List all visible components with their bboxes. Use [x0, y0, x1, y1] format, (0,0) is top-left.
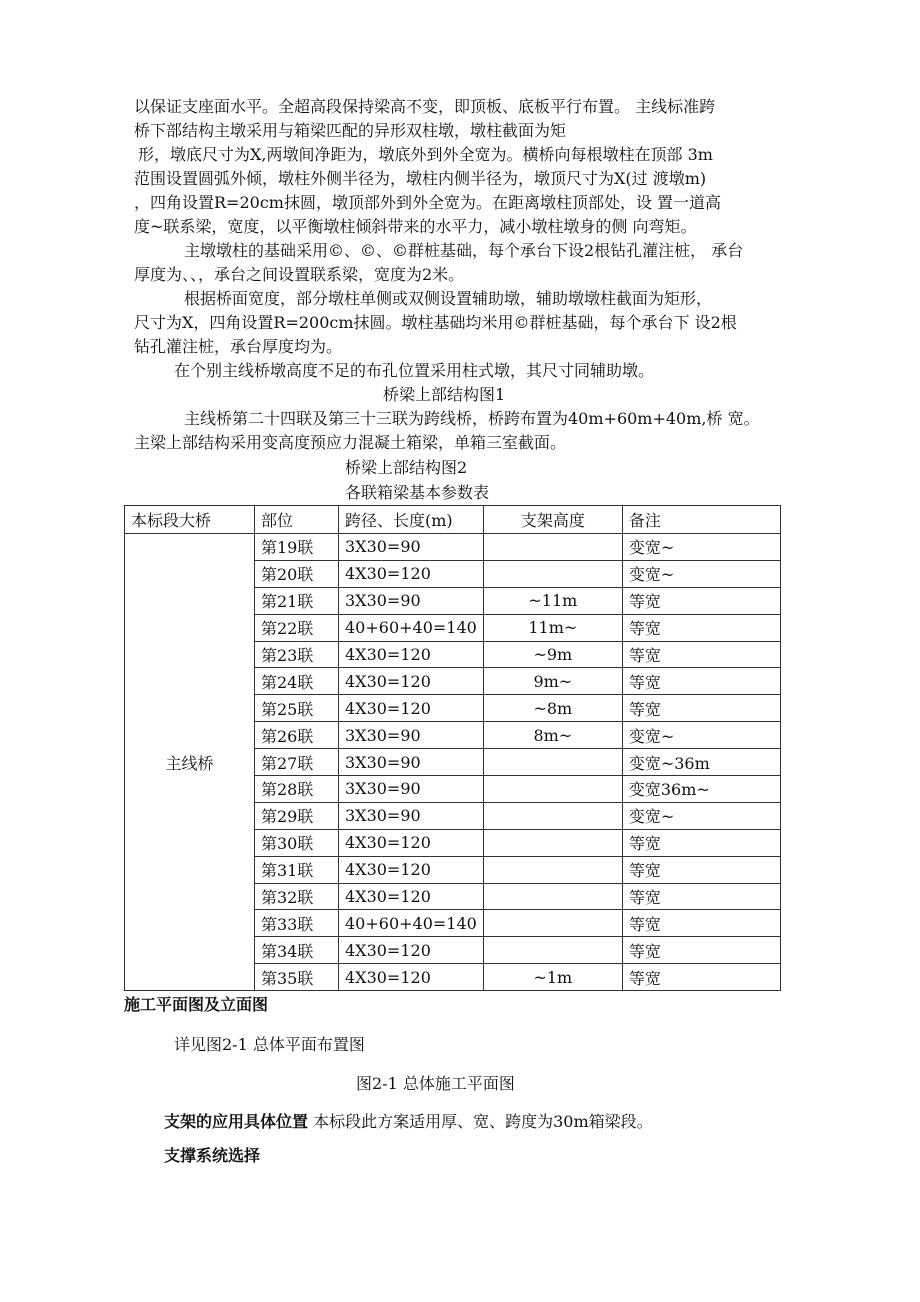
paragraph-line: 尺寸为X，四角设置R=200cm抹圆。墩柱基础均米用©群桩基础，每个承台下 设2根 [134, 313, 737, 332]
part-cell: 第33联 [255, 910, 339, 937]
span-cell: 4X30=120 [339, 964, 484, 991]
height-cell: 11m~ [483, 614, 622, 641]
note-cell: 等宽 [622, 829, 780, 856]
height-cell [483, 856, 622, 883]
note-cell: 等宽 [622, 937, 780, 964]
span-cell: 4X30=120 [339, 641, 484, 668]
part-cell: 第22联 [255, 614, 339, 641]
section-heading-system: 支撑系统选择 [164, 1146, 261, 1165]
figure-caption: 图2-1 总体施工平面图 [356, 1074, 515, 1093]
part-cell: 第20联 [255, 560, 339, 587]
part-cell: 第25联 [255, 695, 339, 722]
height-cell: ~9m [483, 641, 622, 668]
params-table [124, 505, 781, 991]
height-cell [483, 829, 622, 856]
note-cell: 等宽 [622, 587, 780, 614]
height-cell [483, 883, 622, 910]
part-cell: 第30联 [255, 829, 339, 856]
part-cell: 第31联 [255, 856, 339, 883]
span-cell: 40+60+40=140 [339, 614, 484, 641]
span-cell: 4X30=120 [339, 937, 484, 964]
paragraph-line: 主墩墩柱的基础采用©、©、©群桩基础，每个承台下设2根钻孔灌注桩， 承台 [184, 241, 744, 260]
paragraph-line: 厚度为、、，承台之间设置联系梁，宽度为2米。 [134, 265, 465, 284]
span-cell: 3X30=90 [339, 749, 484, 776]
span-cell: 4X30=120 [339, 668, 484, 695]
part-cell: 第27联 [255, 749, 339, 776]
span-cell: 3X30=90 [339, 722, 484, 749]
paragraph-line: 主线桥第二十四联及第三十三联为跨线桥，桥跨布置为40m+60m+40m,桥 宽。 [184, 409, 760, 428]
header-cell: 支架高度 [483, 506, 622, 534]
paragraph-line: 范围设置圆弧外倾，墩柱外侧半径为，墩柱内侧半径为，墩顶尺寸为X(过 渡墩m) [134, 169, 707, 188]
part-cell: 第26联 [255, 722, 339, 749]
span-cell: 4X30=120 [339, 560, 484, 587]
span-cell: 3X30=90 [339, 534, 484, 561]
paragraph-line: 主梁上部结构采用变高度预应力混凝土箱梁，单箱三室截面。 [134, 433, 567, 452]
part-cell: 第24联 [255, 668, 339, 695]
part-cell: 第28联 [255, 776, 339, 803]
part-cell: 第21联 [255, 587, 339, 614]
span-cell: 3X30=90 [339, 802, 484, 829]
height-cell: 8m~ [483, 722, 622, 749]
note-cell: 变宽~ [622, 560, 780, 587]
support-location-text: 本标段此方案适用厚、宽、跨度为30m箱梁段。 [308, 1112, 653, 1131]
span-cell: 40+60+40=140 [339, 910, 484, 937]
height-cell: 9m~ [483, 668, 622, 695]
plan-detail-text: 详见图2-1 总体平面布置图 [174, 1035, 365, 1054]
note-cell: 等宽 [622, 856, 780, 883]
height-cell [483, 802, 622, 829]
note-cell: 变宽36m~ [622, 776, 780, 803]
height-cell: ~1m [483, 964, 622, 991]
span-cell: 4X30=120 [339, 856, 484, 883]
note-cell: 变宽~ [622, 534, 780, 561]
paragraph-line: ，四角设置R=20cm抹圆，墩顶部外到外全宽为。在距离墩柱顶部处，设 置一道高 [134, 193, 722, 212]
note-cell: 等宽 [622, 695, 780, 722]
span-cell: 4X30=120 [339, 695, 484, 722]
part-cell: 第35联 [255, 964, 339, 991]
paragraph-line: 以保证支座面水平。全超高段保持梁高不变，即顶板、底板平行布置。 主线标准跨 [134, 97, 716, 116]
note-cell: 等宽 [622, 910, 780, 937]
part-cell: 第34联 [255, 937, 339, 964]
span-cell: 3X30=90 [339, 587, 484, 614]
note-cell: 变宽~ [622, 722, 780, 749]
paragraph-line: 形，墩底尺寸为X,两墩间净距为，墩底外到外全宽为。横桥向每根墩柱在顶部 3m [138, 145, 713, 164]
paragraph-line: 钻孔灌注桩，承台厚度均为。 [134, 337, 343, 356]
paragraph-line: 桥下部结构主墩采用与箱梁匹配的异形双柱墩，墩柱截面为矩 [134, 121, 567, 140]
header-cell: 跨径、长度(m) [339, 506, 484, 534]
table-header-row [125, 506, 781, 534]
span-cell: 4X30=120 [339, 883, 484, 910]
figure-caption: 桥梁上部结构图2 [345, 458, 468, 477]
header-cell: 备注 [622, 506, 780, 534]
figure-caption: 桥梁上部结构图1 [383, 385, 506, 404]
note-cell: 等宽 [622, 668, 780, 695]
bridge-name-cell: 主线桥 [125, 534, 255, 991]
span-cell: 3X30=90 [339, 776, 484, 803]
header-cell: 本标段大桥 [125, 506, 255, 534]
part-cell: 第29联 [255, 802, 339, 829]
section-heading-support: 支架的应用具体位置 [164, 1112, 309, 1131]
table-title: 各联箱梁基本参数表 [345, 483, 490, 502]
span-cell: 4X30=120 [339, 829, 484, 856]
height-cell: ~8m [483, 695, 622, 722]
paragraph-line: 度~联系梁，宽度，以平衡墩柱倾斜带来的水平力，减小墩柱墩身的侧 向弯矩。 [134, 217, 697, 236]
paragraph-line: 根据桥面宽度，部分墩柱单侧或双侧设置辅助墩，辅助墩墩柱截面为矩形， [184, 289, 713, 308]
part-cell: 第32联 [255, 883, 339, 910]
note-cell: 等宽 [622, 883, 780, 910]
note-cell: 等宽 [622, 614, 780, 641]
note-cell: 变宽~ [622, 802, 780, 829]
part-cell: 第23联 [255, 641, 339, 668]
height-cell [483, 776, 622, 803]
table-row [125, 534, 781, 561]
part-cell: 第19联 [255, 534, 339, 561]
note-cell: 等宽 [622, 641, 780, 668]
height-cell [483, 749, 622, 776]
height-cell [483, 910, 622, 937]
note-cell: 变宽~36m [622, 749, 780, 776]
support-location-paragraph [164, 1111, 653, 1133]
section-heading-plan: 施工平面图及立面图 [124, 995, 269, 1014]
paragraph-line: 在个别主线桥墩高度不足的布孔位置采用柱式墩，其尺寸同辅助墩。 [174, 361, 655, 380]
height-cell [483, 534, 622, 561]
height-cell [483, 937, 622, 964]
height-cell [483, 560, 622, 587]
height-cell: ~11m [483, 587, 622, 614]
header-cell: 部位 [255, 506, 339, 534]
note-cell: 等宽 [622, 964, 780, 991]
